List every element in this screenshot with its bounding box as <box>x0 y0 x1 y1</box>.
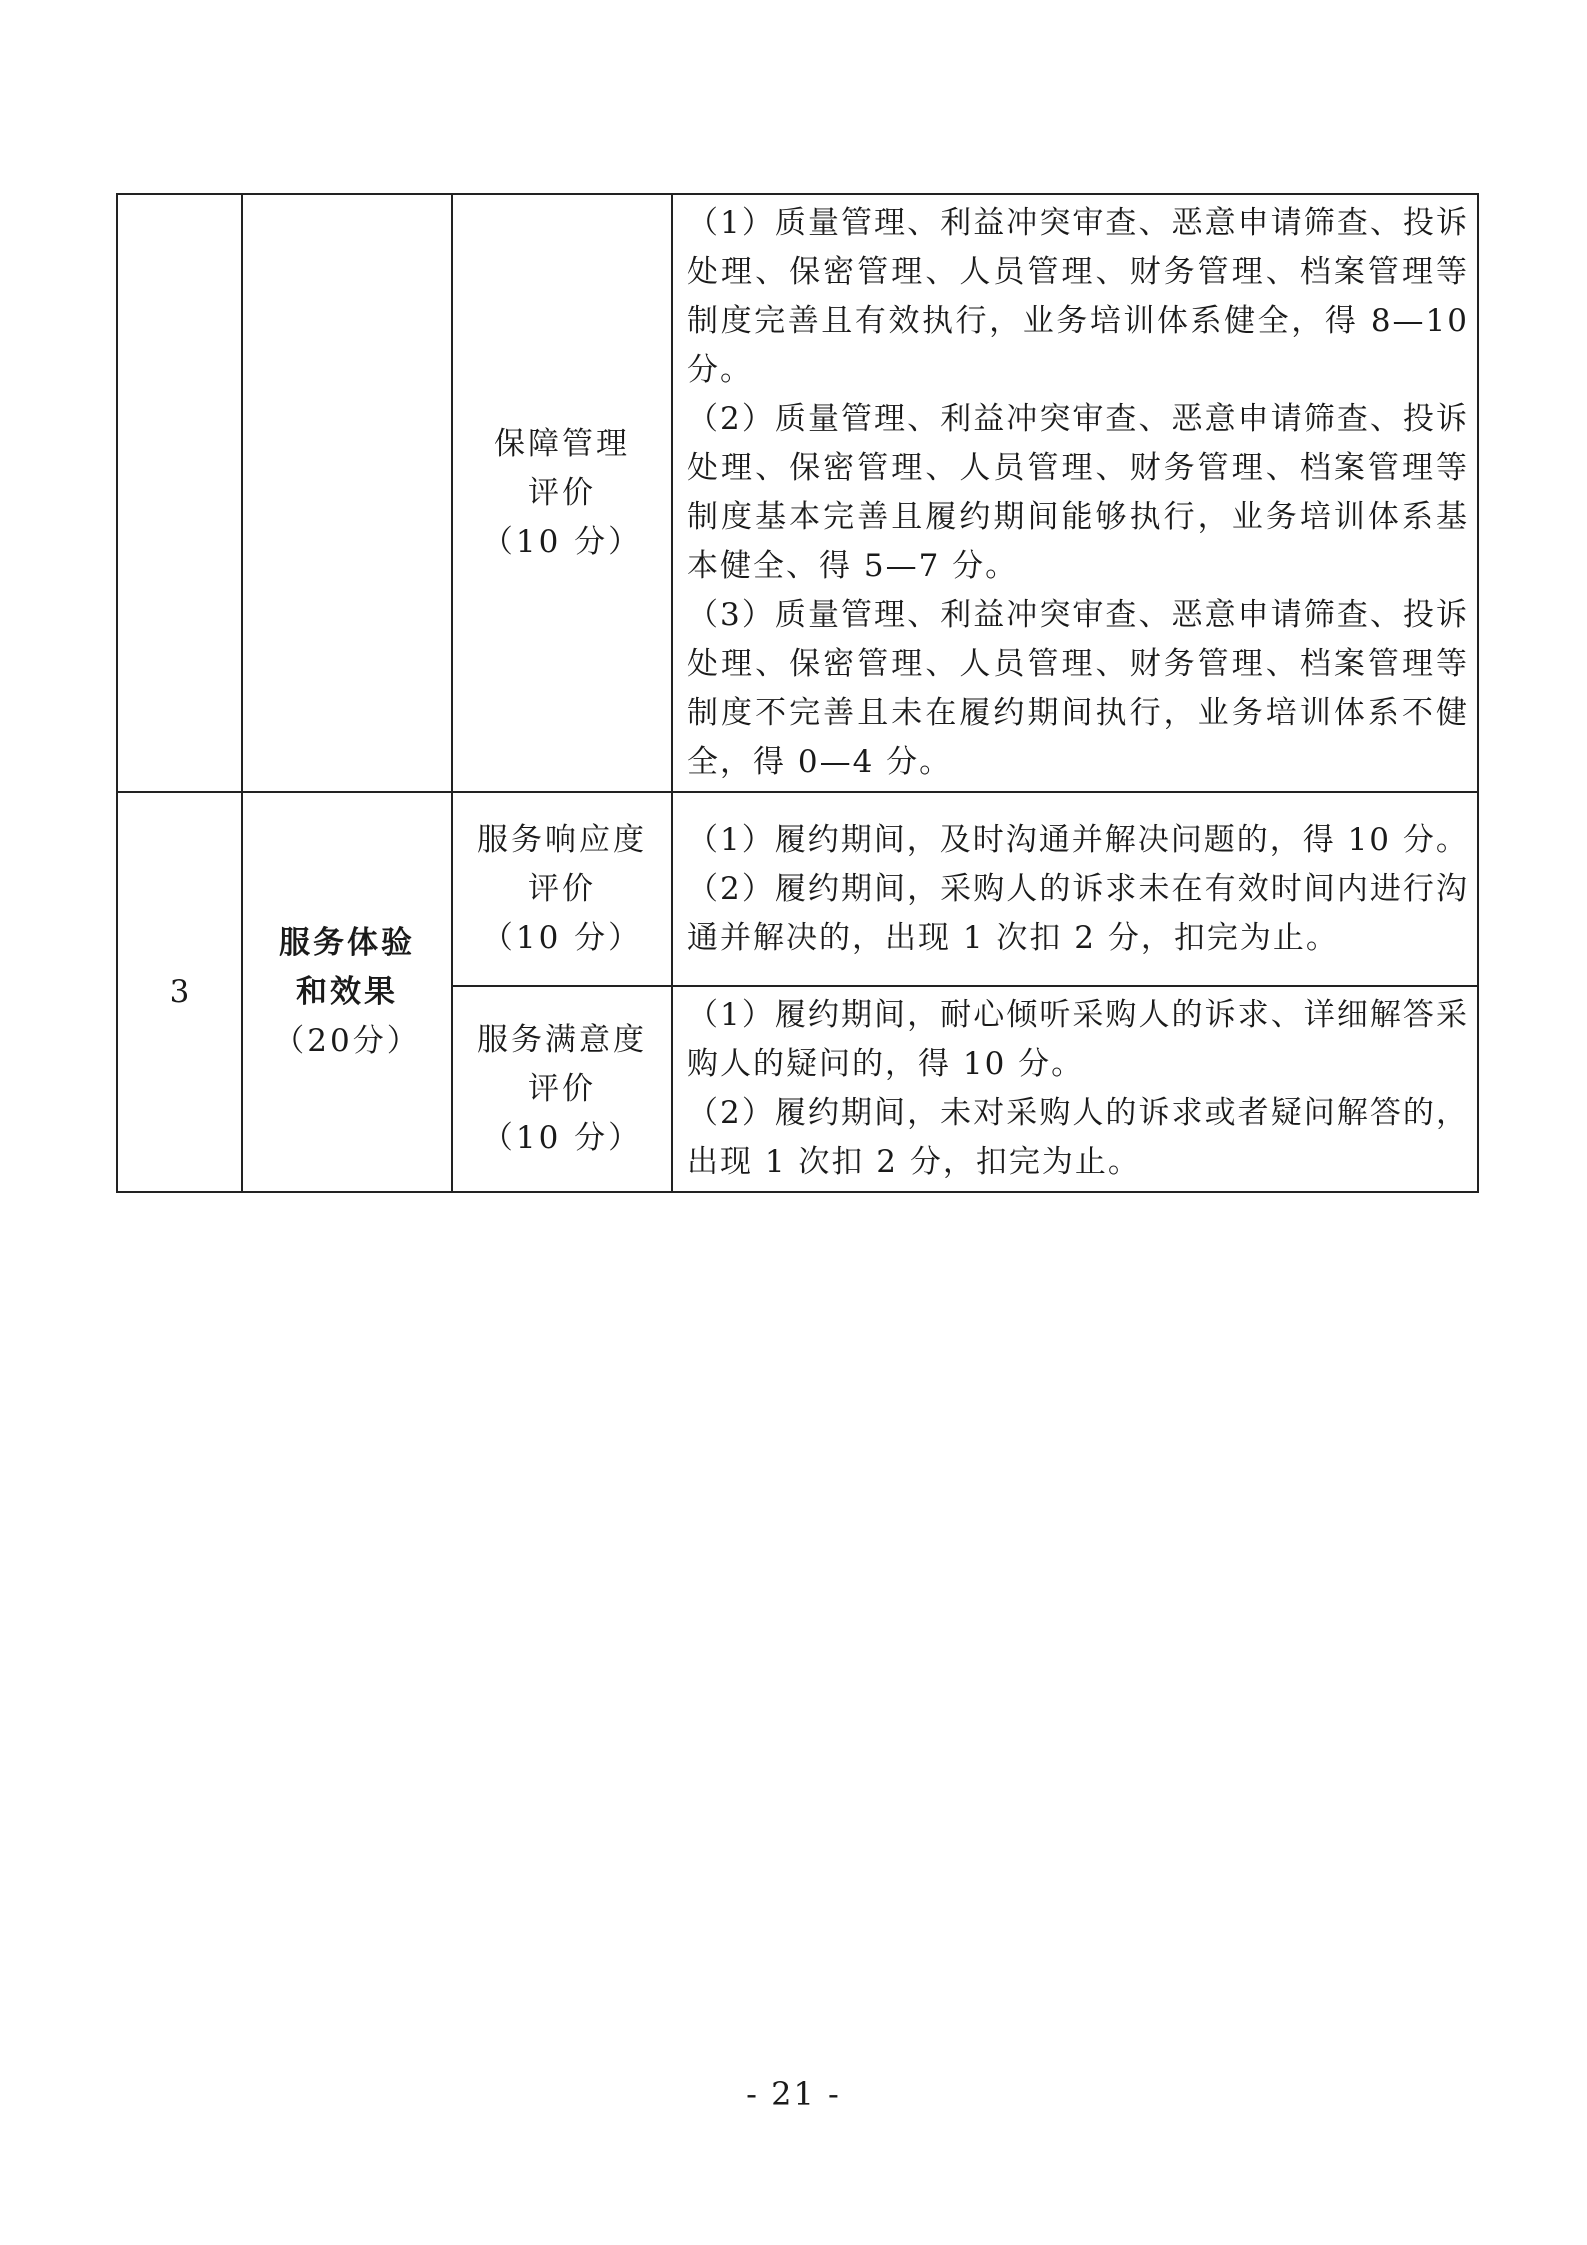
scoring-item: （1）履约期间，及时沟通并解决问题的，得 10 分。 <box>687 821 1469 858</box>
table-row <box>117 194 1478 792</box>
criterion-name: 评价 <box>528 1070 596 1107</box>
criterion-cell <box>452 986 672 1192</box>
criterion-name: 评价 <box>528 870 596 907</box>
table-row <box>117 792 1478 986</box>
scoring-description-cell <box>672 986 1478 1192</box>
scoring-item: （2）履约期间，未对采购人的诉求或者疑问解答的，出现 1 次扣 2 分，扣完为止。 <box>687 1095 1469 1180</box>
category-name: 服务体验 <box>279 924 415 961</box>
criterion-name: 服务响应度 <box>477 821 647 858</box>
scoring-description-cell <box>672 792 1478 986</box>
criterion-points: （10 分） <box>481 1119 643 1156</box>
scoring-item: （1）履约期间，耐心倾听采购人的诉求、详细解答采购人的疑问的，得 10 分。 <box>687 997 1469 1082</box>
criterion-cell <box>452 194 672 792</box>
scoring-description-cell <box>672 194 1478 792</box>
category-points: （20分） <box>273 1022 421 1059</box>
page-number: - 21 - <box>746 2075 841 2113</box>
criterion-points: （10 分） <box>481 919 643 956</box>
section-number: 3 <box>117 792 242 1192</box>
number-cell <box>117 194 242 792</box>
criterion-name: 保障管理 <box>494 425 630 462</box>
scoring-item: （2）履约期间，采购人的诉求未在有效时间内进行沟通并解决的，出现 1 次扣 2 分，扣完为止。 <box>687 870 1469 956</box>
criterion-name: 服务满意度 <box>477 1021 647 1058</box>
evaluation-table <box>116 193 1479 1193</box>
scoring-item: （2）质量管理、利益冲突审查、恶意申请筛查、投诉处理、保密管理、人员管理、财务管理、档案管理等制度基本完善且履约期间能够执行，业务培训体系基本健全、得 5—7 分。 <box>687 401 1469 584</box>
scoring-item: （1）质量管理、利益冲突审查、恶意申请筛查、投诉处理、保密管理、人员管理、财务管理、档案管理等制度完善且有效执行，业务培训体系健全，得 8—10 分。 <box>687 205 1469 388</box>
category-cell <box>242 792 452 1192</box>
scoring-item: （3）质量管理、利益冲突审查、恶意申请筛查、投诉处理、保密管理、人员管理、财务管理、档案管理等制度不完善且未在履约期间执行，业务培训体系不健全，得 0—4 分。 <box>687 597 1469 780</box>
criterion-points: （10 分） <box>481 523 643 560</box>
criterion-name: 评价 <box>528 474 596 511</box>
category-name: 和效果 <box>296 973 398 1010</box>
category-cell <box>242 194 452 792</box>
criterion-cell <box>452 792 672 986</box>
